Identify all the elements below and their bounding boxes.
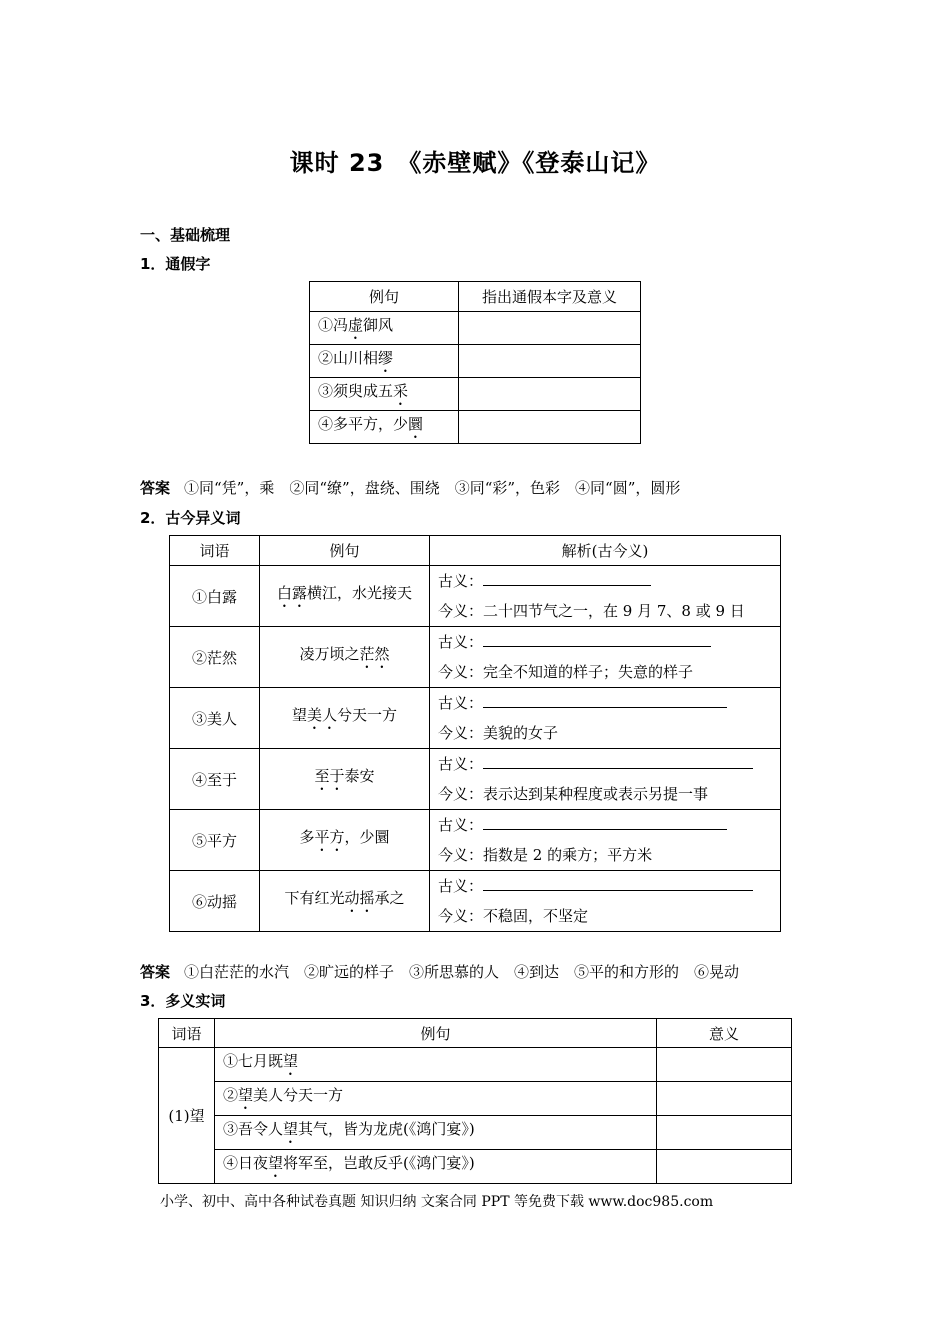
table-row: ④至于 至于泰安 古义： 今义：表示达到某种程度或表示另提一事 bbox=[170, 749, 781, 810]
heading-gujinyiyi: 2．古今异义词 bbox=[140, 509, 241, 527]
table-row: ⑥动摇 下有红光动摇承之 古义： 今义：不稳固，不坚定 bbox=[170, 871, 781, 932]
header-meaning: 意义 bbox=[657, 1019, 792, 1048]
fill-blank[interactable] bbox=[483, 815, 727, 830]
answer-cell[interactable] bbox=[459, 312, 641, 345]
duoyishici-table bbox=[158, 1018, 792, 1184]
header-word: 词语 bbox=[159, 1019, 215, 1048]
header-analysis: 解析(古今义) bbox=[430, 536, 781, 566]
fill-blank[interactable] bbox=[483, 876, 753, 891]
answer-cell[interactable] bbox=[459, 345, 641, 378]
table-row: ②山川相缪 bbox=[310, 345, 641, 378]
table-row: ③须臾成五采 bbox=[310, 378, 641, 411]
table-row: ①白露 白露横江，水光接天 古义： 今义：二十四节气之一，在 9 月 7、8 或 9 日 bbox=[170, 566, 781, 627]
header-word: 词语 bbox=[170, 536, 260, 566]
header-meaning: 指出通假本字及意义 bbox=[459, 282, 641, 312]
answer-cell[interactable] bbox=[657, 1150, 792, 1184]
answer-cell[interactable] bbox=[459, 378, 641, 411]
table-row: ③美人 望美人兮天一方 古义： 今义：美貌的女子 bbox=[170, 688, 781, 749]
table-row: ⑤平方 多平方，少圜 古义： 今义：指数是 2 的乘方；平方米 bbox=[170, 810, 781, 871]
heading-duoyishici: 3．多义实词 bbox=[140, 992, 226, 1010]
answer-cell[interactable] bbox=[657, 1048, 792, 1082]
header-example: 例句 bbox=[310, 282, 459, 312]
answer-tongjiazi: 答案 ①同“凭”，乘 ②同“缭”，盘绕、围绕 ③同“彩”，色彩 ④同“圆”，圆形 bbox=[140, 479, 681, 497]
header-example: 例句 bbox=[215, 1019, 657, 1048]
gujinyiyi-table bbox=[169, 535, 781, 932]
section-heading-basics: 一、基础梳理 bbox=[140, 226, 231, 244]
table-row: ④多平方，少圜 bbox=[310, 411, 641, 444]
heading-tongjiazi: 1．通假字 bbox=[140, 255, 211, 273]
fill-blank[interactable] bbox=[483, 754, 753, 769]
page-title: 课时 23 《赤壁赋》《登泰山记》 bbox=[289, 149, 661, 177]
word-cell: (1)望 bbox=[159, 1048, 215, 1184]
footer-text: 小学、初中、高中各种试卷真题 知识归纳 文案合同 PPT 等免费下载 www.doc985.com bbox=[160, 1194, 714, 1210]
table-row: ④日夜望将军至，岂敢反乎(《鸿门宴》) bbox=[159, 1150, 792, 1184]
answer-cell[interactable] bbox=[657, 1116, 792, 1150]
fill-blank[interactable] bbox=[483, 571, 651, 586]
fill-blank[interactable] bbox=[483, 632, 711, 647]
table-row: ②望美人兮天一方 bbox=[159, 1082, 792, 1116]
fill-blank[interactable] bbox=[483, 693, 727, 708]
header-example: 例句 bbox=[260, 536, 430, 566]
table-row: ①冯虚御风 bbox=[310, 312, 641, 345]
table-row: (1)望 ①七月既望 bbox=[159, 1048, 792, 1082]
tongjiazi-table bbox=[309, 281, 641, 444]
table-row: ②茫然 凌万顷之茫然 古义： 今义：完全不知道的样子；失意的样子 bbox=[170, 627, 781, 688]
table-row: ③吾令人望其气，皆为龙虎(《鸿门宴》) bbox=[159, 1116, 792, 1150]
answer-gujinyiyi: 答案 ①白茫茫的水汽 ②旷远的样子 ③所思慕的人 ④到达 ⑤平的和方形的 ⑥晃动 bbox=[140, 963, 740, 981]
answer-cell[interactable] bbox=[459, 411, 641, 444]
answer-cell[interactable] bbox=[657, 1082, 792, 1116]
